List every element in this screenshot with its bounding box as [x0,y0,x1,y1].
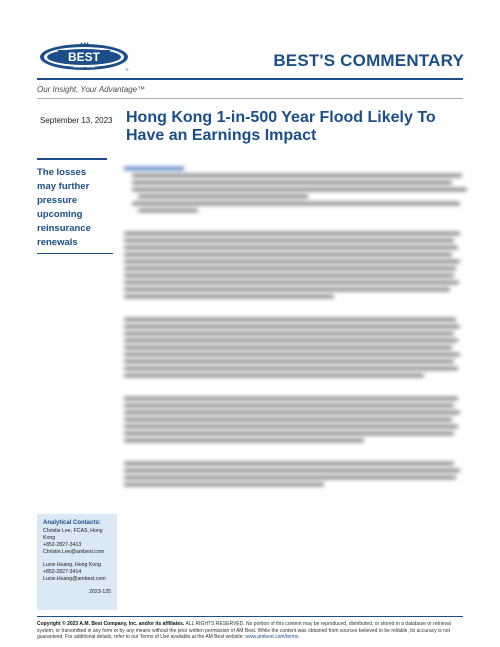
am-best-logo [38,38,130,72]
footer-terms-end: . [298,634,300,640]
document-number: 2023-125 [89,589,111,595]
paragraph-4 [124,462,464,486]
key-takeaways-block [124,167,464,212]
article-body-blurred [124,163,464,490]
footer-copyright: Copyright © 2023 A.M. Best Company, Inc. and/or its affiliates. [37,621,185,627]
logo-top-text: AM [79,43,89,49]
paragraph-2 [124,318,464,377]
analytical-contacts-box [37,514,117,610]
contact-1-phone: +852-2827-3413 [43,542,82,548]
paragraph-3 [124,397,464,442]
logo-name-text: BEST [67,50,101,64]
contact-1-name: Christie Lee, FCAS, Hong Kong [43,528,103,541]
footer-terms-link[interactable]: www.ambest.com/terms [245,634,299,640]
contact-2-phone: +852-2827-3414 [43,569,82,575]
header-rule [37,78,463,80]
contact-2-name: Lucie Huang, Hong Kong [43,562,101,568]
logo-registered-mark: ® [125,67,129,72]
paragraph-1 [124,232,464,298]
footer-rights-text: ALL RIGHTS RESERVED. No portion of this content may be reproduced, distributed, or stored in a database or retrieval system, or transmitted in any form or by any means without the prior written permission of AM Best. While the content was obtained from sources believed to be reliable, its accuracy is not guaranteed. For additional details, refer to our Terms of Use available at the AM Best website: [37,621,451,640]
publication-date: September 13, 2023 [40,116,113,125]
pull-quote-rule [37,253,113,254]
contact-2-email[interactable]: Lucie.Huang@ambest.com [43,576,106,582]
logo-since-text: SINCE 1899 [72,64,96,69]
contacts-heading: Analytical Contacts: [43,520,101,526]
header-label: BEST'S COMMENTARY [273,51,464,70]
pull-quote: The losses may further pressure upcoming reinsurance renewals [37,158,107,250]
tagline-divider [37,98,463,99]
article-title: Hong Kong 1-in-500 Year Flood Likely To Have an Earnings Impact [126,109,436,144]
footer [37,616,463,641]
tagline: Our Insight, Your Advantage™ [37,85,146,94]
contact-1-email[interactable]: Christie.Lee@ambest.com [43,549,105,555]
